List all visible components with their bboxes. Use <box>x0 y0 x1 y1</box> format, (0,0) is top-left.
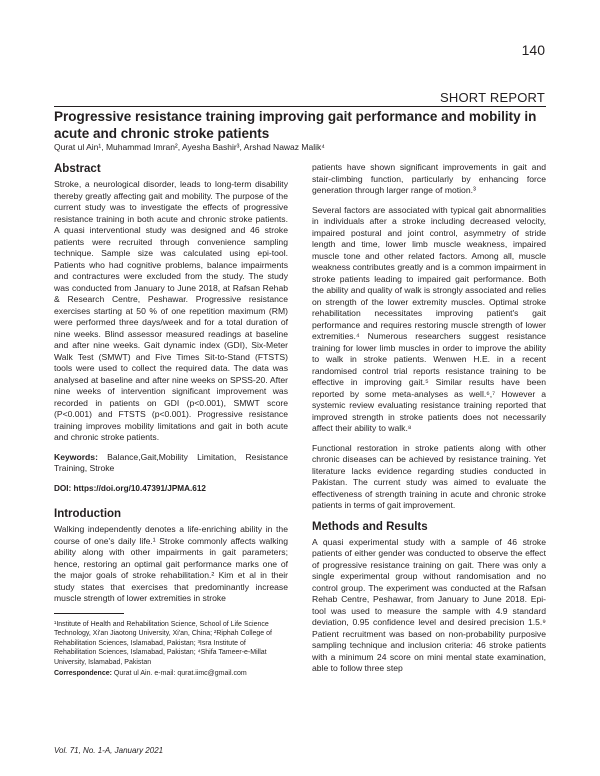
introduction-heading: Introduction <box>54 508 122 520</box>
gait-factors-paragraph: Several factors are associated with typical gait abnormalities in individuals after a stroke including decreased velocity, impaired postural and joint control, asymmetry of stride length and time, lower limb muscle weakness, impaired muscle tone and other related factors. Among all, muscle weakness contributes greatly and is a common impairment in stroke patients leading to impaired gait performance. Both the ability and quality of walk is strongly associated and relies on strength of the lower extremity muscles. Optimal stroke rehabilitation necessitates improving patient's gait performance and requires restoring muscle strength of lower extremities.⁴ Numerous researchers suggest resistance training for lower limb muscles in order to improve the ability to walk in stroke patients. Wenwen H.E. in a recent randomised control trial reports resistance training to be effective in improving gait.⁵ Similar results have been reported by some meta-analyses as well.⁶,⁷ However a systemic review evaluating resistance training reported that improved strength in stroke patients does not necessarily affect their ability to walk.⁸ <box>312 204 546 433</box>
section-label: SHORT REPORT <box>440 90 545 105</box>
footnote-divider <box>54 613 124 614</box>
methods-paragraph: A quasi experimental study with a sample of 46 stroke patients of either gender was conducted to observe the effect of progressive resistance training on gait. There was only a single experimental group without randomisation and no control group. The experiment was conducted at the Rafsan Rehab Centre, Peshawar, from January to June 2018. Epi-tool was used to measure the sample with 4.9 standard deviation, 0.95 confidence level and desired precision 1.5.⁹ Patient recruitment was based on non-probability purposive sampling technique and inclusion criteria: 46 stroke patients with a minimum 24 score on mini mental state examination, able to follow three step <box>312 536 546 673</box>
journal-footer: Vol. 71, No. 1-A, January 2021 <box>54 746 164 755</box>
header-divider <box>54 106 546 107</box>
article-title: Progressive resistance training improving gait performance and mobility in acute and chronic stroke patients <box>54 109 537 141</box>
author-list: Qurat ul Ain¹, Muhammad Imran², Ayesha Bashir³, Arshad Nawaz Malik⁴ <box>54 142 325 152</box>
abstract-section <box>54 162 288 444</box>
keywords-label: Keywords: <box>54 451 98 462</box>
methods-heading: Methods and Results <box>312 520 428 533</box>
introduction-section <box>54 507 288 605</box>
right-column <box>312 162 546 683</box>
page-number: 140 <box>521 42 545 58</box>
affiliations-footnote: ¹Institute of Health and Rehabilitation Science, School of Life Science Technology, Xi'an Jiaotong University, Xi'an, China; ²Riphah College of Rehabilitation Sciences, Islamabad, Pakistan; ³Isra Institute of Rehabilitation Sciences, Islamabad, Pakistan; ⁴Shifa Tameer-e-Millat University, Islamabad, Pakistan <box>54 620 272 666</box>
correspondence-label: Correspondence: <box>54 670 112 677</box>
abstract-text: Stroke, a neurological disorder, leads to long-term disability thereby greatly affecting gait and mobility. The purpose of the current study was to investigate the effects of progressive resistance training in both acute and chronic stroke patients. A quasi interventional study was designed and 46 stroke patients were recruited through convenience sampling technique. Sample size was calculated using epi-tool. Patients who had cognitive problems, balance impairments and contractures were excluded from the study. The study was conducted from January to June 2018, at Rafsan Rehab & Research Centre, Peshawar. Progressive resistance exercises starting at 50 % of one repetition maximum (RM) were performed three days/week and for a total duration of nine weeks. Blind assessor measured readings at baseline and after nine weeks. Gait dynamic index (GDI), Six-Meter Walk Test (SMWT) and Five Times Sit-to-Stand (FTSTS) tools were used to collect the required data. The data was analysed at baseline and after nine weeks on SPSS-20. After nine weeks of intervention significant improvement was recorded in patients on GDI (p<0.001), SMWT score (P<0.001) and FTSTS (p<0.001). Progressive resistance training improves mobility limitations and gait in both acute and chronic stroke patients. <box>54 179 288 442</box>
introduction-text: Walking independently denotes a life-enriching ability in the course of one's daily life.¹ Stroke commonly affects walking ability along with other impairments in gait parameters; hence, restoring an optimal gait performance marks one of the major goals of stroke rehabilitation.² Kim et al in their study states that exercises that predominantly increase muscle strength of lower extremities in stroke <box>54 524 288 603</box>
study-aim-paragraph: Functional restoration in stroke patients along with other chronic diseases can be achieved by resistance training. Yet literature lacks evidence regarding studies conducted in Pakistan. The current study was aimed to evaluate the effectiveness of strength training in acute and chronic stroke patients in terms of gait improvement. <box>312 442 546 510</box>
keywords-text: Balance,Gait,Mobility Limitation, Resistance Training, Stroke <box>54 451 288 473</box>
abstract-heading: Abstract <box>54 163 101 175</box>
keywords <box>54 452 288 475</box>
correspondence-text: Qurat ul Ain. e-mail: qurat.iimc@gmail.com <box>113 670 247 677</box>
intro-continued-paragraph: patients have shown significant improvements in gait and stair-climbing function, particularly by enhancing force generation through larger range of motion.³ <box>312 162 546 195</box>
left-column <box>54 162 288 681</box>
doi-link[interactable]: DOI: https://doi.org/10.47391/JPMA.612 <box>54 483 206 493</box>
correspondence-footnote <box>54 669 288 679</box>
